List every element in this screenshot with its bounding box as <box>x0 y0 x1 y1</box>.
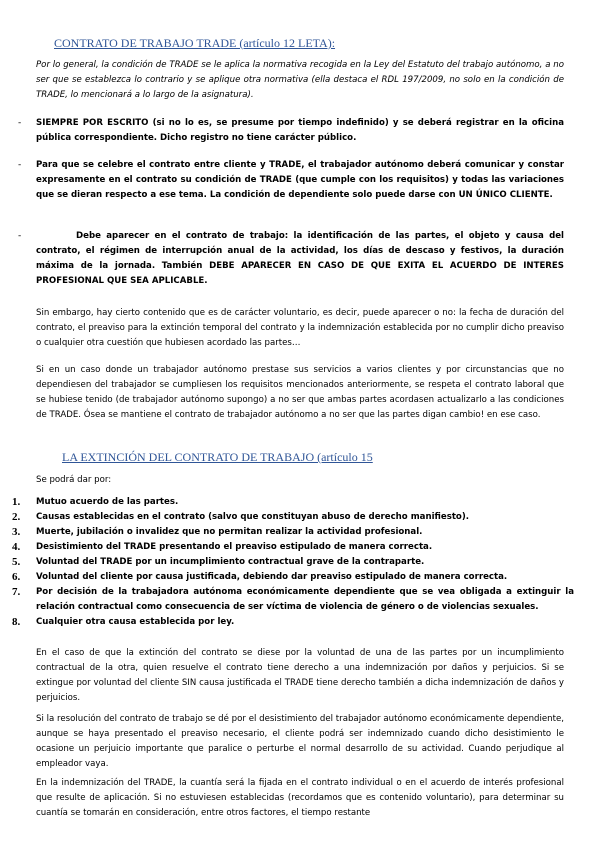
list-item <box>12 585 574 615</box>
paragraph-incumplimiento: En el caso de que la extinción del contrato se diese por la voluntad de una de las partes por un incumplimiento contractual de la otra, quien resuelve el contrato tiene derecho a una indemnización por daños y perjuicios. Si se extingue por voluntad del cliente SIN causa justificada el TRADE tiene derecho también a dicha indemnización de daños y perjuicios. <box>36 648 564 703</box>
bullet-escrito: SIEMPRE POR ESCRITO (si no lo es, se presume por tiempo indefinido) y se deberá registrar en la oficina pública correspondiente. Dicho registro no tiene carácter público. <box>36 118 564 143</box>
list-number: 7. <box>12 586 21 598</box>
list-item <box>12 525 574 540</box>
list-item-text: Mutuo acuerdo de las partes. <box>36 497 179 507</box>
causas-list <box>12 495 574 630</box>
list-item <box>12 555 574 570</box>
list-item-text: Cualquier otra causa establecida por ley. <box>36 617 235 627</box>
list-number: 2. <box>12 511 21 523</box>
list-item <box>12 570 574 585</box>
paragraph-varios-clientes: Si en un caso donde un trabajador autónomo prestase sus servicios a varios clientes y por circunstancias que no dependiesen del trabajador se cumpliesen los requisitos mencionados anteriormente, se respeta el contrato laboral que se hubiese tenido (de trabajador autónomo supongo) a no ser que ambas partes acordasen actualizarlo a las condiciones de TRADE. Ósea se mantiene el contrato de trabajador autónomo a no ser que las partes digan cambio! en ese caso. <box>36 365 564 420</box>
list-item-text: Desistimiento del TRADE presentando el preaviso estipulado de manera correcta. <box>36 542 433 552</box>
list-item <box>12 510 574 525</box>
section-heading-extincion: LA EXTINCIÓN DEL CONTRATO DE TRABAJO (artículo 15 <box>62 450 373 464</box>
list-number: 3. <box>12 526 21 538</box>
list-item-text: Voluntad del cliente por causa justificada, debiendo dar preaviso estipulado de manera correcta. <box>36 572 508 582</box>
paragraph-desistimiento: Si la resolución del contrato de trabajo se dé por el desistimiento del trabajador autónomo económicamente dependiente, aunque se haya presentado el preaviso necesario, el cliente podrá ser indemnizado cuando dicho desistimiento le ocasione un perjuicio importante que paralice o perturbe el normal desarrollo de su actividad. Cuando perjudique al empleador vaya. <box>36 714 564 769</box>
list-item-text: Por decisión de la trabajadora autónoma económicamente dependiente que se vea obligada a extinguir la relación contractual como consecuencia de ser víctima de violencia de género o de violencias sexuales. <box>36 587 574 612</box>
intro-causas: Se podrá dar por: <box>36 475 112 485</box>
bullet-dash: - <box>18 118 22 128</box>
bullet-dash: - <box>18 231 22 241</box>
bullet-contenido-contrato: Debe aparecer en el contrato de trabajo: la identificación de las partes, el objeto y causa del contrato, el régimen de interrupción anual de la actividad, los días de descaso y festivos, la duración máxima de la jornada. También DEBE APARECER EN CASO DE QUE EXITA EL ACUERDO DE INTERES PROFESIONAL QUE SEA APLICABLE. <box>36 231 564 286</box>
list-item <box>12 540 574 555</box>
section-heading-contrato: CONTRATO DE TRABAJO TRADE (artículo 12 LETA): <box>54 36 336 50</box>
list-item <box>12 495 574 510</box>
list-item-text: Voluntad del TRADE por un incumplimiento contractual grave de la contraparte. <box>36 557 425 567</box>
list-number: 1. <box>12 496 21 508</box>
list-item-text: Causas establecidas en el contrato (salvo que constituyan abuso de derecho manifiesto). <box>36 512 470 522</box>
bullet-condicion-trade: Para que se celebre el contrato entre cliente y TRADE, el trabajador autónomo deberá comunicar y constar expresamente en el contrato su condición de TRADE (que cumple con los requisitos) y todas las variaciones que se dieran respecto a ese tema. La condición de dependiente solo puede darse con UN ÚNICO CLIENTE. <box>36 160 564 200</box>
list-item-text: Muerte, jubilación o invalidez que no permitan realizar la actividad profesional. <box>36 527 423 537</box>
bullet-dash: - <box>18 160 22 170</box>
paragraph-contenido-voluntario: Sin embargo, hay cierto contenido que es de carácter voluntario, es decir, puede aparecer o no: la fecha de duración del contrato, el preaviso para la extinción temporal del contrato y la indemnización establecida por no cumplir dicho preaviso o cualquier otra cuestión que hubiesen acordado las partes… <box>36 308 564 348</box>
list-number: 4. <box>12 541 21 553</box>
paragraph-indemnizacion: En la indemnización del TRADE, la cuantía será la fijada en el contrato individual o en el acuerdo de interés profesional que resulte de aplicación. Si no estuviesen establecidas (recordamos que es contenido voluntario), para determinar su cuantía se tomarán en consideración, entre otros factores, el tiempo restante <box>36 778 564 818</box>
list-number: 6. <box>12 571 21 583</box>
list-item <box>12 615 574 630</box>
intro-paragraph: Por lo general, la condición de TRADE se le aplica la normativa recogida en la Ley del Estatuto del trabajo autónomo, a no ser que se establezca lo contrario y se aplique otra normativa (ella destaca el RDL 197/2009, no solo en la condición de TRADE, lo mencionará a lo largo de la asignatura). <box>36 60 564 100</box>
list-number: 5. <box>12 556 21 568</box>
list-number: 8. <box>12 616 21 628</box>
